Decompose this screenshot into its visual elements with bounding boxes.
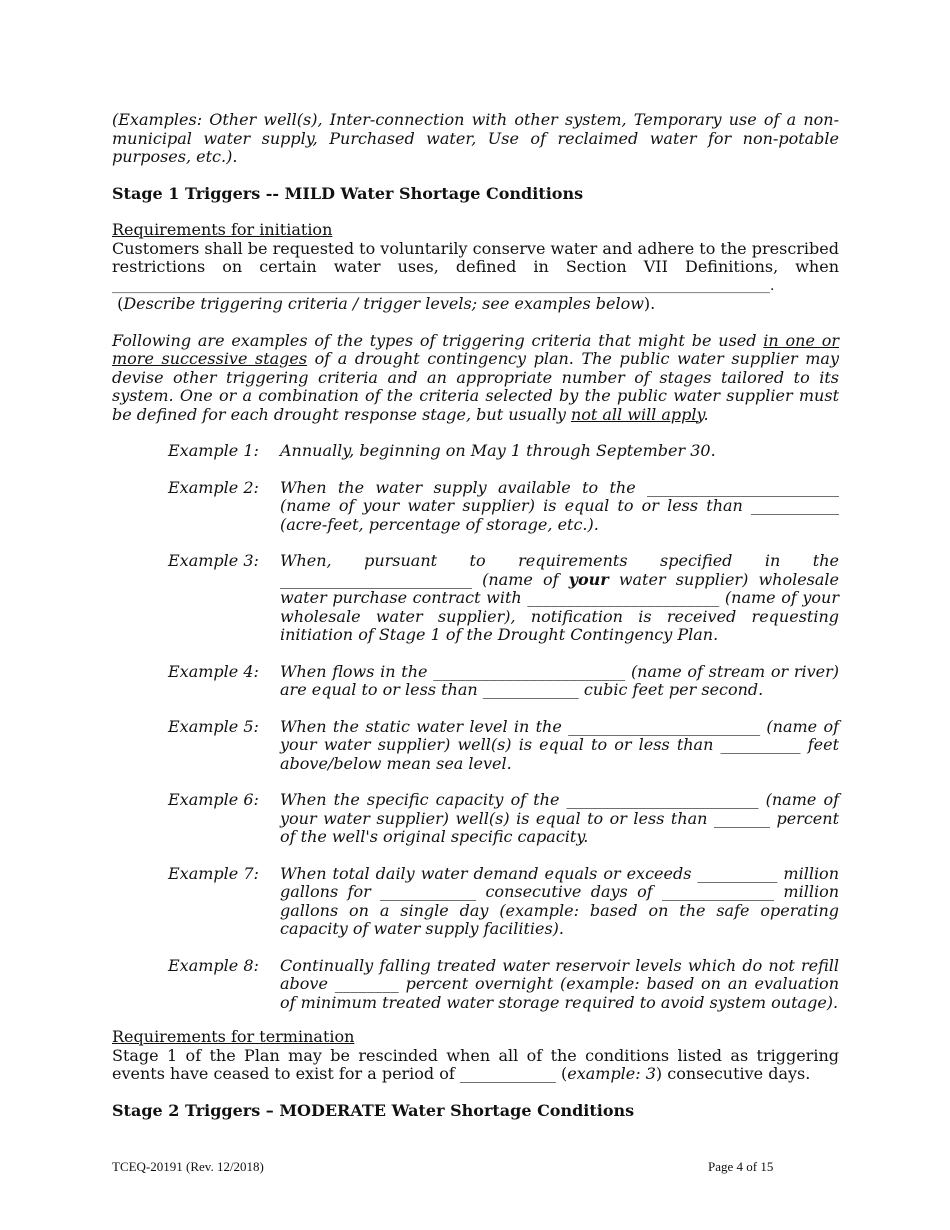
example-item — [168, 865, 839, 939]
example-label: Example 6: — [168, 790, 259, 809]
initiation-blank-line: ______________________________________________________________________________________________. — [112, 277, 775, 294]
termination-text — [112, 1047, 839, 1084]
example-text: When the static water level in the ________________________ (name of your water supplier) well(s) is equal to or less than __________ feet above/below mean sea level. — [280, 716, 839, 773]
example-list — [112, 442, 839, 1012]
intro-examples: (Examples: Other well(s), Inter-connection with other system, Temporary use of a non-municipal water supply, Purchased water, Use of reclaimed water for non-potable purposes, etc.). — [112, 110, 839, 166]
example-label: Example 8: — [168, 955, 259, 975]
initiation-blank — [112, 277, 839, 296]
example-item — [168, 663, 839, 700]
termination-post: ) consecutive days. — [655, 1064, 811, 1083]
example-item — [168, 552, 839, 645]
example-label: Example 5: — [168, 716, 259, 736]
following-part3: . — [703, 404, 709, 424]
document-page — [112, 111, 839, 1120]
example3-bold: your — [568, 569, 609, 589]
example-text: When total daily water demand equals or exceeds __________ million gallons for ____________ consecutive days of ______________ million gallons on a single day (example: based on the safe operating capacity of water supply facilities). — [280, 863, 839, 938]
example-label: Example 1: — [168, 441, 259, 460]
example-item — [168, 791, 839, 847]
describe-open: ( — [112, 294, 124, 313]
following-underline2: not all will apply — [570, 404, 704, 424]
stage2-heading: Stage 2 Triggers – MODERATE Water Shortage Conditions — [112, 1100, 635, 1120]
example-text: When the specific capacity of the ________________________ (name of your water supplier) well(s) is equal to or less than _______ percent of the well's original specific capacity. — [280, 790, 839, 846]
termination-italic: example: 3 — [567, 1064, 656, 1083]
example-item — [168, 718, 839, 774]
example-label: Example 2: — [168, 477, 259, 497]
following-underline1: in one or more successive stages — [112, 330, 839, 368]
example-item — [168, 479, 839, 535]
describe-close: ). — [643, 294, 656, 313]
example-item — [168, 957, 839, 1013]
example3-pre: When, pursuant to requirements specified in the ________________________ (name of — [280, 551, 839, 589]
example-item — [168, 442, 839, 461]
footer-form-id: TCEQ-20191 (Rev. 12/2018) — [112, 1159, 264, 1174]
example-text: When flows in the ________________________ (name of stream or river) are equal to or less than ____________ cubic feet per second. — [280, 661, 839, 699]
example-label: Example 3: — [168, 551, 259, 570]
example-text — [280, 552, 839, 645]
describe-italic: Describe triggering criteria / trigger levels; see examples below — [123, 294, 644, 313]
initiation-heading: Requirements for initiation — [112, 220, 333, 239]
following-paragraph — [112, 332, 839, 425]
describe-criteria — [112, 295, 839, 314]
following-part1: Following are examples of the types of triggering criteria that might be used — [112, 330, 764, 350]
example-label: Example 7: — [168, 863, 259, 883]
termination-heading: Requirements for termination — [112, 1027, 355, 1046]
example-text: Continually falling treated water reservoir levels which do not refill above ________ percent overnight (example: based on an evaluation of minimum treated water storage required to avoid system outage). — [280, 955, 839, 1012]
stage1-heading: Stage 1 Triggers -- MILD Water Shortage Conditions — [112, 183, 584, 203]
example-label: Example 4: — [168, 661, 259, 681]
example3-post: water supplier) wholesale water purchase contract with ________________________ (name of your wholesale water supplier), notification is received requesting initiation of Stage 1 of the Drought Contingency Plan. — [280, 569, 839, 644]
termination-pre: Stage 1 of the Plan may be rescinded when all of the conditions listed as triggering events have ceased to exist for a period of ____________ ( — [112, 1045, 839, 1083]
following-part2: of a drought contingency plan. The public water supplier may devise other triggering criteria and an appropriate number of stages tailored to its system. One or a combination of the criteria selected by the public water supplier must be defined for each drought response stage, but usually — [112, 349, 839, 424]
initiation-text: Customers shall be requested to voluntarily conserve water and adhere to the prescribed restrictions on certain water uses, defined in Section VII Definitions, when — [112, 238, 839, 276]
example-text: Annually, beginning on May 1 through September 30. — [280, 441, 716, 460]
footer-page-number: Page 4 of 15 — [708, 1159, 774, 1174]
example-text: When the water supply available to the ________________________ (name of your water supplier) is equal to or less than ___________ (acre-feet, percentage of storage, etc.). — [280, 477, 839, 534]
